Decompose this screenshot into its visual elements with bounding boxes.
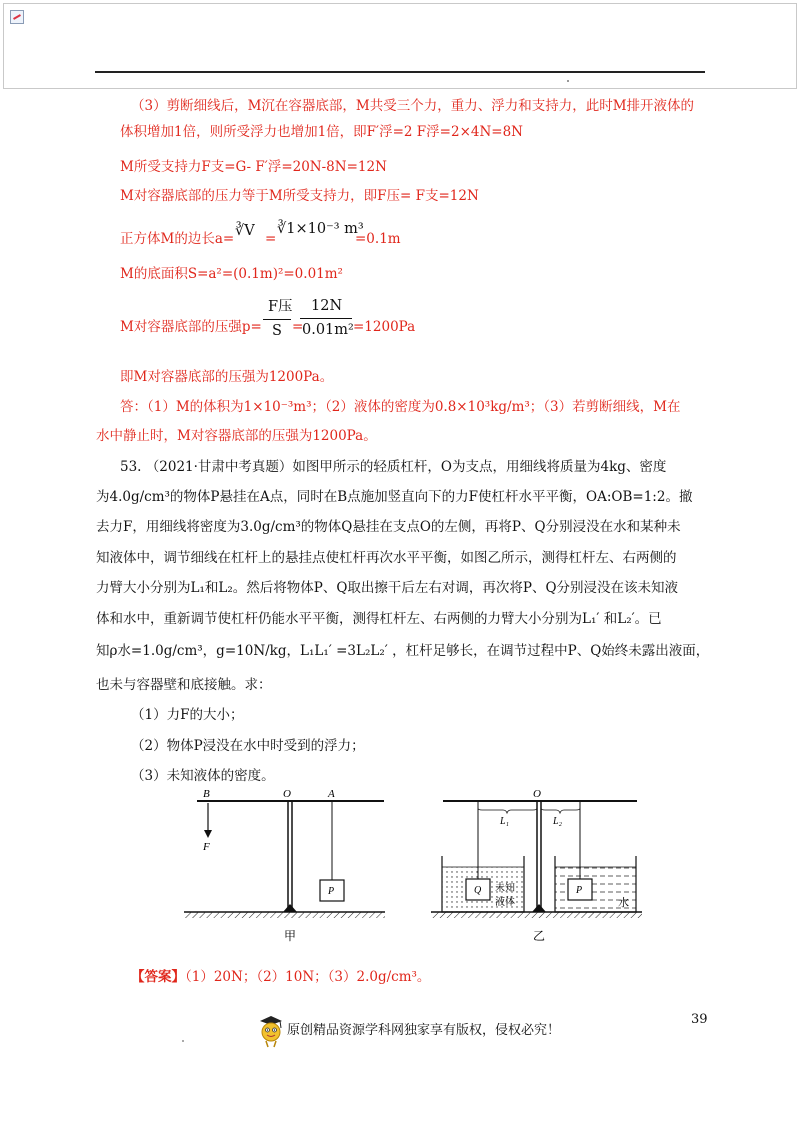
problem-53-line-6: 体和水中，重新调节使杠杆仍能水平平衡，测得杠杆左、右两侧的力臂大小分别为L₁′ 和L₂′。已 — [96, 611, 662, 627]
ground-hatch-jia — [184, 912, 385, 918]
label-b: B — [203, 788, 210, 800]
label-unknown-1: 未知 — [495, 883, 515, 894]
frac2-denominator: 0.01m² — [302, 322, 354, 338]
problem-53-line-4: 知液体中，调节细线在杠杆上的悬挂点使杠杆再次水平平衡，如图乙所示，测得杠杆左、右两侧的 — [96, 550, 677, 566]
caption-yi: 乙 — [533, 929, 546, 943]
caption-jia: 甲 — [284, 929, 297, 943]
mascot-icon — [257, 1013, 285, 1049]
label-o-yi: O — [533, 788, 541, 800]
ground-hatch-yi — [431, 912, 642, 918]
problem-53-line-5: 力臂大小分别为L₁和L₂。然后将物体P、Q取出擦干后左右对调，再次将P、Q分别浸没在该未知液 — [96, 580, 679, 596]
force-arrow-head — [204, 830, 212, 838]
frac1-denominator: S — [272, 323, 282, 339]
question-1: （1）力F的大小； — [131, 707, 244, 723]
conclusion-line: 即M对容器底部的压强为1200Pa。 — [120, 369, 334, 385]
label-q: Q — [474, 885, 482, 896]
footer-dot — [182, 1040, 184, 1042]
solution-line-2: 体积增加1倍，则所受浮力也增加1倍，即F′浮=2 F浮=2×4N=8N — [120, 124, 523, 140]
answer-line-1: 答：（1）M的体积为1×10⁻³m³；（2）液体的密度为0.8×10³kg/m³；（3）若剪断细线，M在 — [120, 399, 681, 415]
problem-53-line-3: 去力F，用细线将密度为3.0g/cm³的物体Q悬挂在支点O的左侧，再将P、Q分别浸没在水和某种未 — [96, 519, 681, 535]
base-area-line: M的底面积S=a²=(0.1m)²=0.01m² — [120, 266, 343, 282]
answer-row — [131, 968, 430, 986]
edge-eq: = — [265, 231, 277, 247]
problem-53-line-2: 为4.0g/cm³的物体P悬挂在A点，同时在B点施加竖直向下的力F使杠杆水平平衡，OA:OB=1:2。撤 — [96, 489, 693, 505]
label-water: 水 — [618, 896, 629, 909]
label-f: F — [203, 841, 210, 853]
label-l1: L₁ — [500, 816, 510, 827]
pivot-base-jia — [283, 904, 297, 912]
solution-line-4: M对容器底部的压力等于M所受支持力，即F压= F支=12N — [120, 188, 479, 204]
question-3: （3）未知液体的密度。 — [131, 768, 275, 784]
label-a: A — [328, 788, 335, 800]
cube-root-value: ∛1×10⁻³ m³ — [277, 221, 364, 237]
solution-line-3: M所受支持力F支=G- F′浮=20N-8N=12N — [120, 159, 387, 175]
pressure-label: M对容器底部的压强p= — [120, 319, 262, 335]
question-2: （2）物体P浸没在水中时受到的浮力； — [131, 738, 365, 754]
bracket-l2 — [541, 805, 580, 813]
frac2-numerator: 12N — [311, 298, 343, 314]
pressure-eq: = — [292, 319, 304, 335]
label-p-yi: P — [576, 885, 583, 896]
edge-result: =0.1m — [355, 231, 401, 247]
bracket-l1 — [478, 805, 537, 813]
edge-length-label: 正方体M的边长a= — [120, 231, 235, 247]
pivot-base-yi — [532, 904, 546, 912]
page-number: 39 — [691, 1012, 708, 1027]
label-l2: L₂ — [553, 816, 563, 827]
figure-yi — [431, 788, 642, 943]
solution-line-1: （3）剪断细线后，M沉在容器底部，M共受三个力，重力、浮力和支持力，此时M排开液体的 — [131, 98, 695, 114]
problem-53-line-8: 也未与容器壁和底接触。求： — [96, 677, 272, 693]
answer-label: 【答案】 — [131, 969, 185, 985]
frac1-numerator: F压 — [268, 299, 293, 315]
problem-53-line-1: 53. （2021·甘肃中考真题）如图甲所示的轻质杠杆，O为支点，用细线将质量为4kg、密度 — [120, 459, 667, 475]
problem-53-line-7: 知ρ水=1.0g/cm³，g=10N/kg，L₁L₁′ =3L₂L₂′ ，杠杆足够长，在调节过程中P、Q始终未露出液面， — [96, 643, 710, 659]
answer-line-2: 水中静止时，M对容器底部的压强为1200Pa。 — [96, 428, 377, 444]
pressure-result: =1200Pa — [353, 319, 416, 335]
label-p-jia: P — [328, 886, 335, 897]
label-o-jia: O — [283, 788, 291, 800]
answer-text: （1）20N；（2）10N；（3）2.0g/cm³。 — [185, 969, 431, 985]
figure-jia — [184, 788, 385, 943]
footer-copyright: 原创精品资源学科网独家享有版权，侵权必究！ — [287, 1023, 561, 1038]
cube-root-v: ∛V — [235, 223, 255, 239]
label-unknown-2: 液体 — [495, 897, 515, 908]
